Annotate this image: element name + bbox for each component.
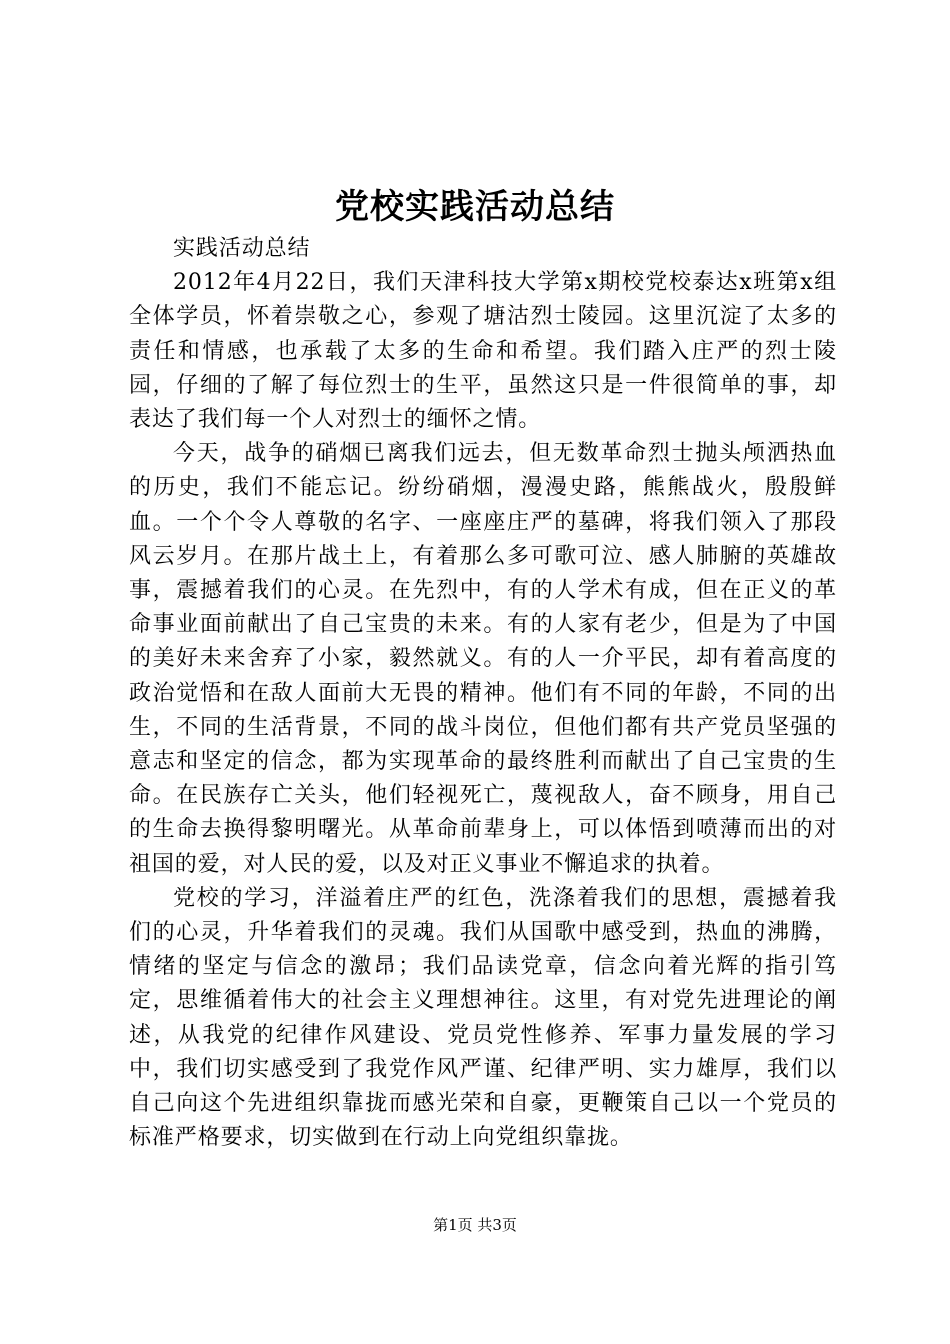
paragraph-1: 2012年4月22日，我们天津科技大学第x期校党校泰达x班第x组全体学员，怀着崇敬之心，参观了塘沽烈士陵园。这里沉淀了太多的责任和情感，也承载了太多的生命和希望。我们踏入庄严的烈士陵园，仔细的了解了每位烈士的生平，虽然这只是一件很简单的事，却表达了我们每一个人对烈士的缅怀之情。 bbox=[129, 270, 837, 433]
paragraph-2: 今天，战争的硝烟已离我们远去，但无数革命烈士抛头颅洒热血的历史，我们不能忘记。纷纷硝烟，漫漫史路，熊熊战火，殷殷鲜血。一个个令人尊敬的名字、一座座庄严的墓碑，将我们领入了那段风云岁月。在那片战土上，有着那么多可歌可泣、感人肺腑的英雄故事，震撼着我们的心灵。在先烈中，有的人学术有成，但在正义的革命事业面前献出了自己宝贵的未来。有的人家有老少，但是为了中国的美好未来舍弃了小家，毅然就义。有的人一介平民，却有着高度的政治觉悟和在敌人面前大无畏的精神。他们有不同的年龄，不同的出生，不同的生活背景，不同的战斗岗位，但他们都有共产党员坚强的意志和坚定的信念，都为实现革命的最终胜利而献出了自己宝贵的生命。在民族存亡关头，他们轻视死亡，蔑视敌人，奋不顾身，用自己的生命去换得黎明曙光。从革命前辈身上，可以体悟到喷薄而出的对祖国的爱，对人民的爱，以及对正义事业不懈追求的执着。 bbox=[129, 441, 837, 877]
document-body bbox=[129, 232, 837, 1155]
document-subtitle: 实践活动总结 bbox=[173, 236, 311, 261]
paragraph-3: 党校的学习，洋溢着庄严的红色，洗涤着我们的思想，震撼着我们的心灵，升华着我们的灵魂。我们从国歌中感受到，热血的沸腾，情绪的坚定与信念的激昂；我们品读党章，信念向着光辉的指引笃定，思维循着伟大的社会主义理想神往。这里，有对党先进理论的阐述，从我党的纪律作风建设、党员党性修养、军事力量发展的学习中，我们切实感受到了我党作风严谨、纪律严明、实力雄厚，我们以自己向这个先进组织靠拢而感光荣和自豪，更鞭策自己以一个党员的标准严格要求，切实做到在行动上向党组织靠拢。 bbox=[129, 885, 837, 1151]
page-footer: 第1页 共3页 bbox=[433, 1216, 517, 1234]
document-title: 党校实践活动总结 bbox=[335, 187, 615, 227]
